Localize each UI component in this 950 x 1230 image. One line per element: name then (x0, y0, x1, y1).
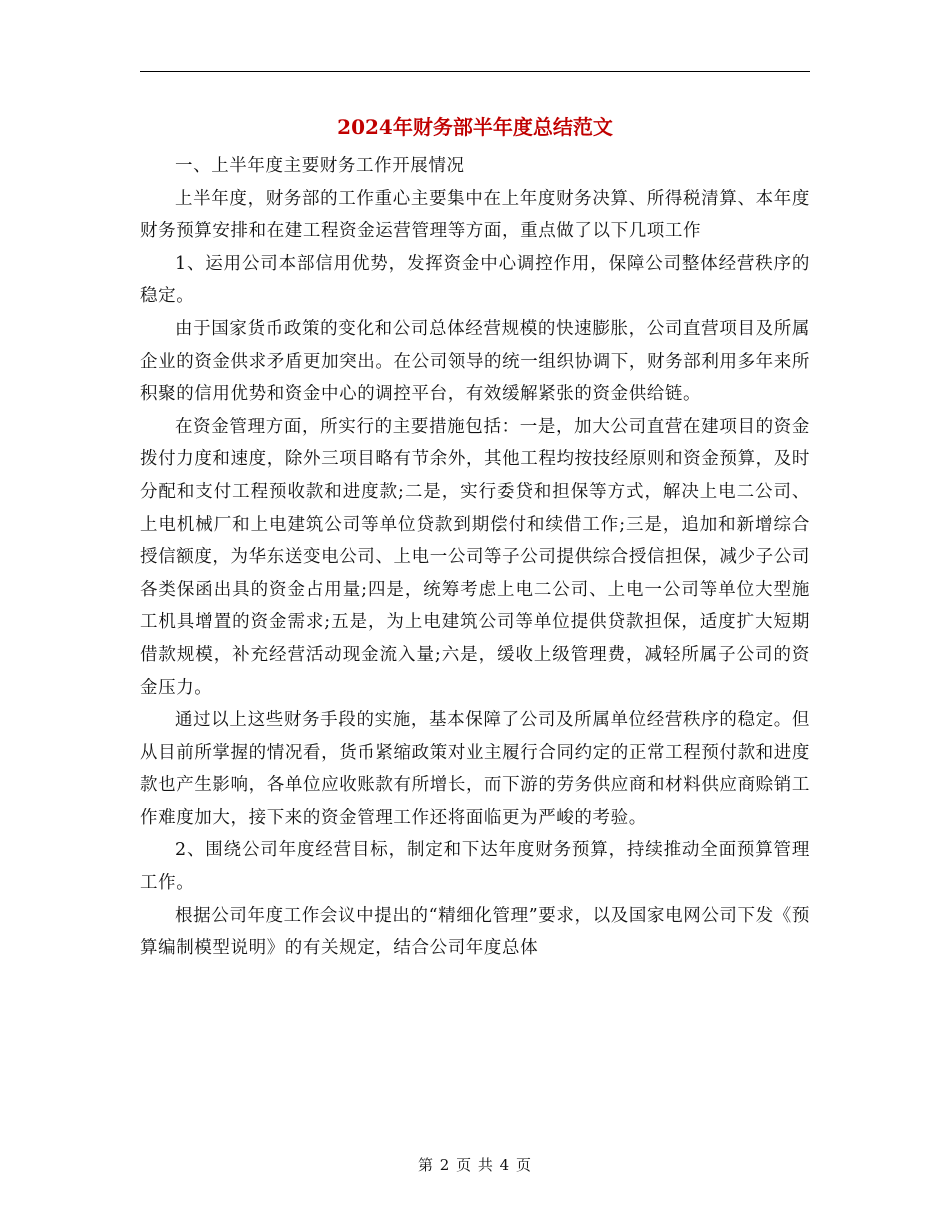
item-heading: 2、围绕公司年度经营目标，制定和下达年度财务预算，持续推动全面预算管理工作。 (140, 840, 810, 894)
paragraph: 通过以上这些财务手段的实施，基本保障了公司及所属单位经营秩序的稳定。但从目前所掌握的情况看，货币紧缩政策对业主履行合同约定的正常工程预付款和进度款也产生影响，各单位应收账款有所增长，而下游的劳务供应商和材料供应商赊销工作难度加大，接下来的资金管理工作还将面临更为严峻的考验。 (140, 710, 810, 828)
document-title: 2024年财务部半年度总结范文 (337, 115, 613, 139)
paragraph: 在资金管理方面，所实行的主要措施包括：一是，加大公司直营在建项目的资金拨付力度和速度，除外三项目略有节余外，其他工程均按技经原则和资金预算，及时分配和支付工程预收款和进度款;二是，实行委贷和担保等方式，解决上电二公司、上电机械厂和上电建筑公司等单位贷款到期偿付和续借工作;三是，追加和新增综合授信额度，为华东送变电公司、上电一公司等子公司提供综合授信担保，减少子公司各类保函出具的资金占用量;四是，统筹考虑上电二公司、上电一公司等单位大型施工机具增置的资金需求;五是，为上电建筑公司等单位提供贷款担保，适度扩大短期借款规模，补充经营活动现金流入量;六是，缓收上级管理费，减轻所属子公司的资金压力。 (140, 416, 810, 698)
item-heading: 1、运用公司本部信用优势，发挥资金中心调控作用，保障公司整体经营秩序的稳定。 (140, 253, 810, 307)
paragraph: 上半年度，财务部的工作重心主要集中在上年度财务决算、所得税清算、本年度财务预算安排和在建工程资金运营管理等方面，重点做了以下几项工作 (140, 188, 810, 242)
paragraph: 由于国家货币政策的变化和公司总体经营规模的快速膨胀，公司直营项目及所属企业的资金供求矛盾更加突出。在公司领导的统一组织协调下，财务部利用多年来所积聚的信用优势和资金中心的调控平台，有效缓解紧张的资金供给链。 (140, 318, 810, 405)
document-body (140, 150, 810, 965)
paragraph: 根据公司年度工作会议中提出的“精细化管理”要求，以及国家电网公司下发《预算编制模型说明》的有关规定，结合公司年度总体 (140, 905, 810, 959)
header-rule (140, 71, 810, 72)
page-number-footer: 第 2 页 共 4 页 (418, 1156, 532, 1174)
section-heading: 一、上半年度主要财务工作开展情况 (175, 156, 465, 176)
